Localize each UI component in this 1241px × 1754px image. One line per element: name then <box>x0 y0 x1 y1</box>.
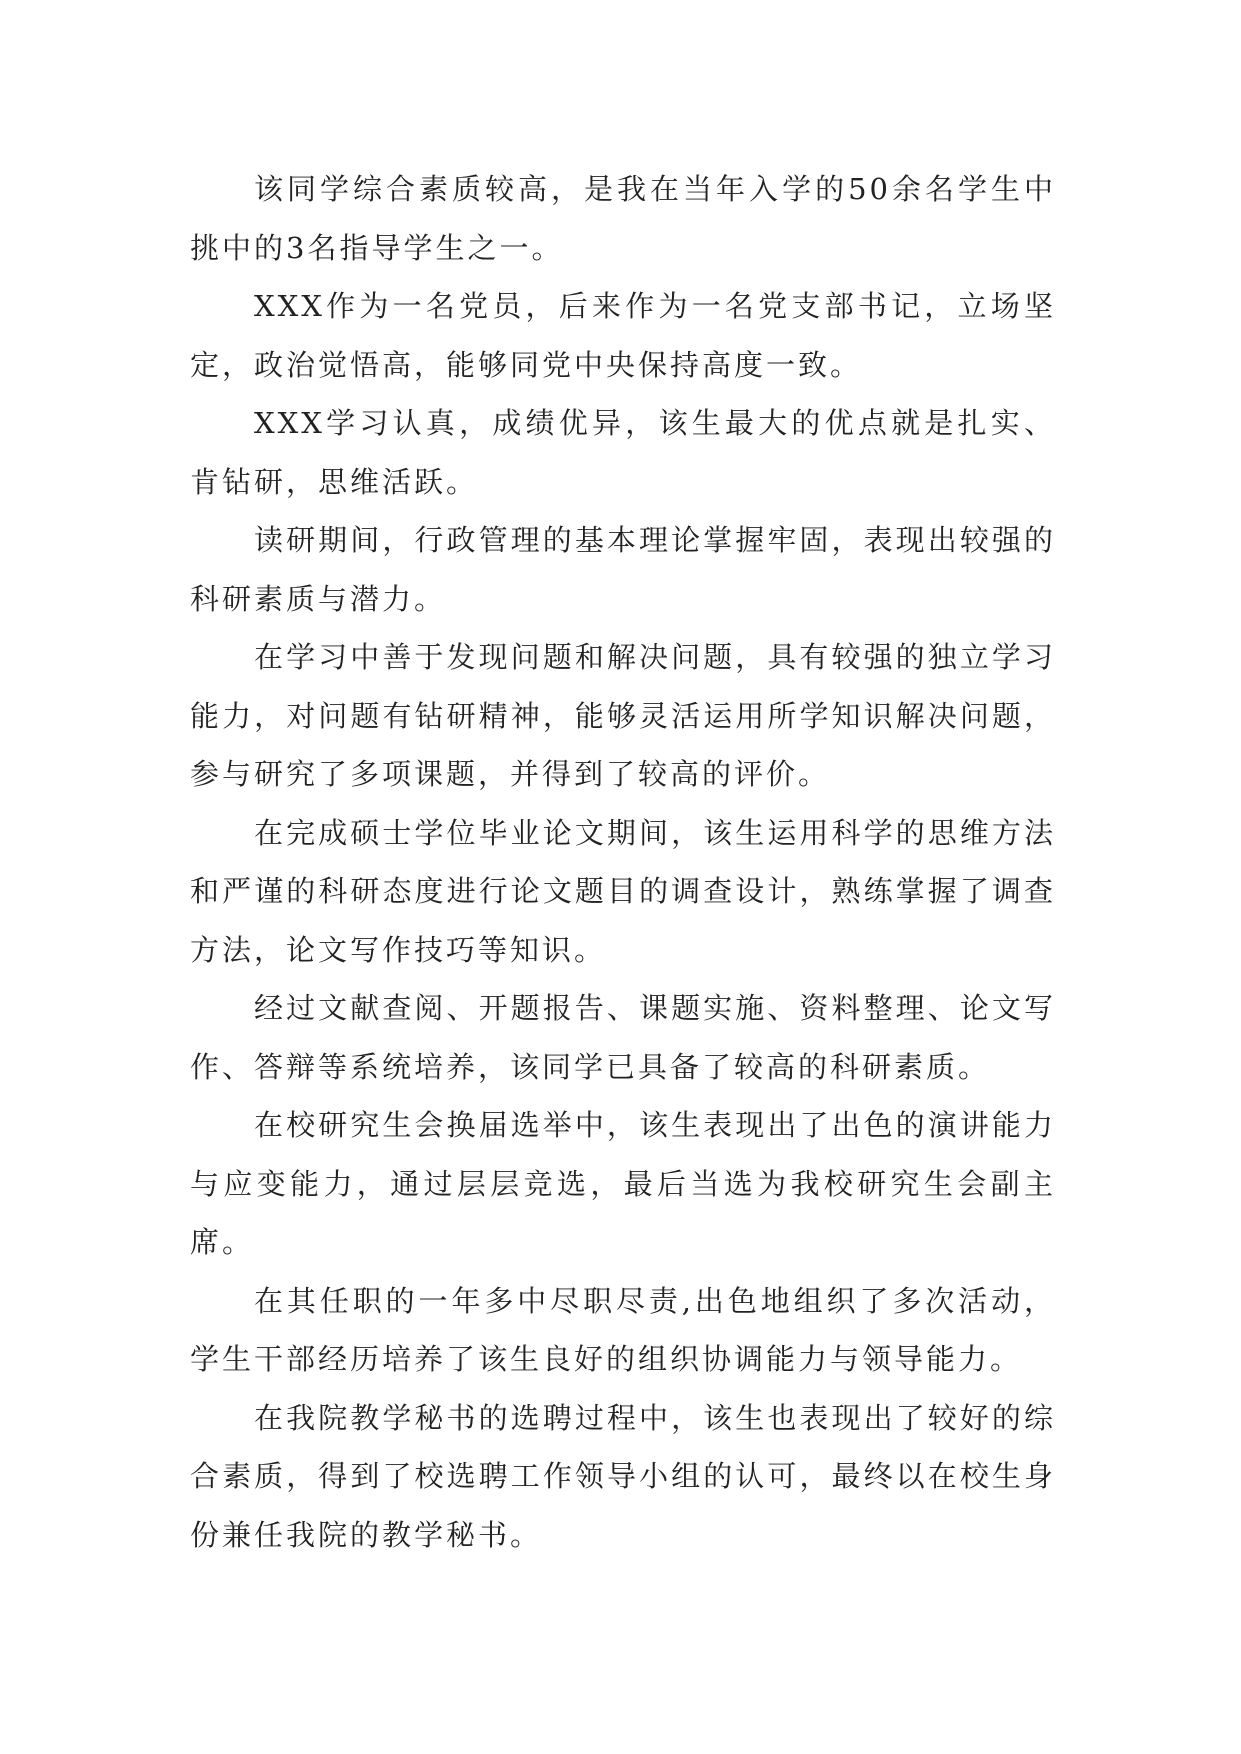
paragraph: 经过文献查阅、开题报告、课题实施、资料整理、论文写作、答辩等系统培养，该同学已具备了较高的科研素质。 <box>190 991 1056 1084</box>
paragraph: XXX作为一名党员，后来作为一名党支部书记，立场坚定，政治觉悟高，能够同党中央保持高度一致。 <box>190 289 1056 382</box>
paragraph: XXX学习认真，成绩优异，该生最大的优点就是扎实、肯钻研，思维活跃。 <box>190 406 1056 499</box>
paragraph: 该同学综合素质较高，是我在当年入学的50余名学生中挑中的3名指导学生之一。 <box>190 172 1056 265</box>
paragraph: 在其任职的一年多中尽职尽责,出色地组织了多次活动，学生干部经历培养了该生良好的组织协调能力与领导能力。 <box>190 1283 1056 1376</box>
paragraph: 在校研究生会换届选举中，该生表现出了出色的演讲能力与应变能力，通过层层竞选，最后当选为我校研究生会副主席。 <box>190 1108 1056 1259</box>
paragraph: 读研期间，行政管理的基本理论掌握牢固，表现出较强的科研素质与潜力。 <box>190 523 1056 616</box>
paragraph: 在完成硕士学位毕业论文期间，该生运用科学的思维方法和严谨的科研态度进行论文题目的调查设计，熟练掌握了调查方法，论文写作技巧等知识。 <box>190 815 1056 967</box>
paragraph: 在学习中善于发现问题和解决问题，具有较强的独立学习能力，对问题有钻研精神，能够灵活运用所学知识解决问题，参与研究了多项课题，并得到了较高的评价。 <box>190 640 1056 791</box>
document-body <box>190 160 1056 1564</box>
paragraph: 在我院教学秘书的选聘过程中，该生也表现出了较好的综合素质，得到了校选聘工作领导小组的认可，最终以在校生身份兼任我院的教学秘书。 <box>190 1400 1056 1552</box>
